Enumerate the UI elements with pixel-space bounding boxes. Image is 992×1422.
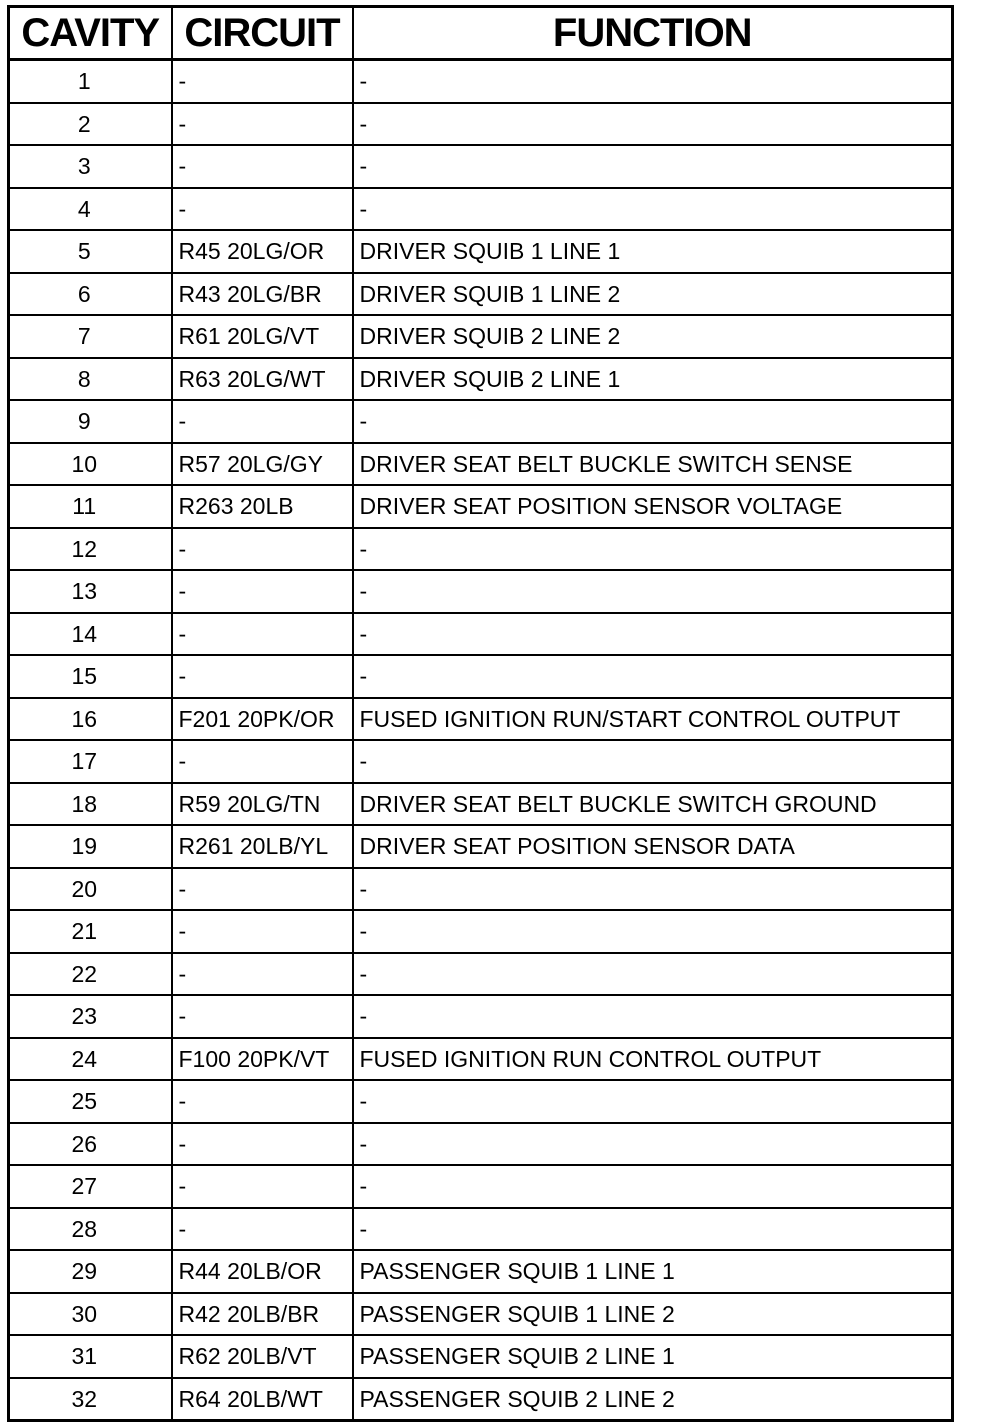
function-cell: - [353,868,953,911]
function-cell: - [353,400,953,443]
cavity-cell: 19 [9,825,172,868]
cavity-cell: 31 [9,1335,172,1378]
table-row [9,400,953,443]
function-cell: - [353,528,953,571]
function-cell: PASSENGER SQUIB 1 LINE 2 [353,1293,953,1336]
function-cell: - [353,188,953,231]
circuit-cell: - [172,400,353,443]
cavity-cell: 28 [9,1208,172,1251]
cavity-cell: 12 [9,528,172,571]
function-cell: DRIVER SQUIB 2 LINE 1 [353,358,953,401]
function-cell: - [353,1080,953,1123]
function-cell: DRIVER SEAT BELT BUCKLE SWITCH SENSE [353,443,953,486]
table-row [9,443,953,486]
function-cell: - [353,953,953,996]
cavity-cell: 30 [9,1293,172,1336]
cavity-cell: 23 [9,995,172,1038]
circuit-cell: - [172,740,353,783]
circuit-cell: - [172,868,353,911]
table-row [9,868,953,911]
circuit-cell: - [172,145,353,188]
function-cell: FUSED IGNITION RUN CONTROL OUTPUT [353,1038,953,1081]
function-cell: DRIVER SEAT POSITION SENSOR DATA [353,825,953,868]
cavity-cell: 32 [9,1378,172,1421]
circuit-cell: - [172,528,353,571]
circuit-cell: R43 20LG/BR [172,273,353,316]
table-row [9,740,953,783]
cavity-cell: 27 [9,1165,172,1208]
circuit-cell: R42 20LB/BR [172,1293,353,1336]
function-cell: - [353,1208,953,1251]
circuit-cell: - [172,1165,353,1208]
cavity-cell: 4 [9,188,172,231]
table-row [9,230,953,273]
cavity-cell: 8 [9,358,172,401]
function-cell: PASSENGER SQUIB 2 LINE 2 [353,1378,953,1421]
table-row [9,528,953,571]
table-row [9,315,953,358]
circuit-cell: R62 20LB/VT [172,1335,353,1378]
cavity-cell: 18 [9,783,172,826]
table-row [9,783,953,826]
table-row [9,1208,953,1251]
table-row [9,953,953,996]
function-cell: PASSENGER SQUIB 2 LINE 1 [353,1335,953,1378]
table-row [9,1378,953,1421]
circuit-cell: R263 20LB [172,485,353,528]
cavity-cell: 21 [9,910,172,953]
circuit-cell: - [172,613,353,656]
table-row [9,1335,953,1378]
header-function: FUNCTION [353,7,953,60]
circuit-cell: R59 20LG/TN [172,783,353,826]
table-row [9,613,953,656]
function-cell: DRIVER SEAT POSITION SENSOR VOLTAGE [353,485,953,528]
table-row [9,103,953,146]
function-cell: FUSED IGNITION RUN/START CONTROL OUTPUT [353,698,953,741]
header-row [9,7,953,60]
circuit-cell: R61 20LG/VT [172,315,353,358]
cavity-cell: 22 [9,953,172,996]
circuit-cell: - [172,1208,353,1251]
circuit-cell: F100 20PK/VT [172,1038,353,1081]
cavity-cell: 25 [9,1080,172,1123]
circuit-cell: R57 20LG/GY [172,443,353,486]
cavity-cell: 17 [9,740,172,783]
circuit-cell: - [172,1080,353,1123]
circuit-cell: R261 20LB/YL [172,825,353,868]
cavity-cell: 15 [9,655,172,698]
circuit-cell: - [172,995,353,1038]
circuit-cell: - [172,188,353,231]
function-cell: DRIVER SQUIB 1 LINE 1 [353,230,953,273]
header-circuit: CIRCUIT [172,7,353,60]
cavity-cell: 10 [9,443,172,486]
cavity-cell: 26 [9,1123,172,1166]
table-row [9,145,953,188]
table-row [9,1250,953,1293]
function-cell: - [353,910,953,953]
table-row [9,655,953,698]
circuit-cell: - [172,910,353,953]
function-cell: - [353,655,953,698]
cavity-cell: 20 [9,868,172,911]
table-row [9,1165,953,1208]
table-row [9,1080,953,1123]
cavity-cell: 3 [9,145,172,188]
cavity-cell: 11 [9,485,172,528]
table-body [9,60,953,1421]
cavity-cell: 29 [9,1250,172,1293]
cavity-cell: 13 [9,570,172,613]
function-cell: - [353,613,953,656]
table-header [9,7,953,60]
cavity-cell: 24 [9,1038,172,1081]
circuit-cell: - [172,655,353,698]
circuit-cell: R63 20LG/WT [172,358,353,401]
table-row [9,698,953,741]
circuit-cell: R64 20LB/WT [172,1378,353,1421]
function-cell: PASSENGER SQUIB 1 LINE 1 [353,1250,953,1293]
circuit-cell: R44 20LB/OR [172,1250,353,1293]
circuit-cell: F201 20PK/OR [172,698,353,741]
function-cell: - [353,1123,953,1166]
function-cell: DRIVER SQUIB 2 LINE 2 [353,315,953,358]
circuit-cell: - [172,60,353,103]
function-cell: - [353,1165,953,1208]
connector-pinout-table [7,5,954,1422]
cavity-cell: 2 [9,103,172,146]
function-cell: DRIVER SEAT BELT BUCKLE SWITCH GROUND [353,783,953,826]
table-row [9,570,953,613]
circuit-cell: - [172,103,353,146]
function-cell: DRIVER SQUIB 1 LINE 2 [353,273,953,316]
function-cell: - [353,103,953,146]
table-row [9,485,953,528]
table-row [9,273,953,316]
header-cavity: CAVITY [9,7,172,60]
cavity-cell: 9 [9,400,172,443]
table-row [9,60,953,103]
circuit-cell: R45 20LG/OR [172,230,353,273]
table-row [9,1038,953,1081]
table-row [9,910,953,953]
circuit-cell: - [172,953,353,996]
cavity-cell: 14 [9,613,172,656]
table-row [9,1123,953,1166]
function-cell: - [353,60,953,103]
table-row [9,358,953,401]
table-row [9,1293,953,1336]
function-cell: - [353,740,953,783]
table-row [9,188,953,231]
table-row [9,995,953,1038]
circuit-cell: - [172,570,353,613]
function-cell: - [353,145,953,188]
function-cell: - [353,995,953,1038]
cavity-cell: 5 [9,230,172,273]
circuit-cell: - [172,1123,353,1166]
cavity-cell: 16 [9,698,172,741]
table-row [9,825,953,868]
function-cell: - [353,570,953,613]
cavity-cell: 7 [9,315,172,358]
cavity-cell: 6 [9,273,172,316]
cavity-cell: 1 [9,60,172,103]
